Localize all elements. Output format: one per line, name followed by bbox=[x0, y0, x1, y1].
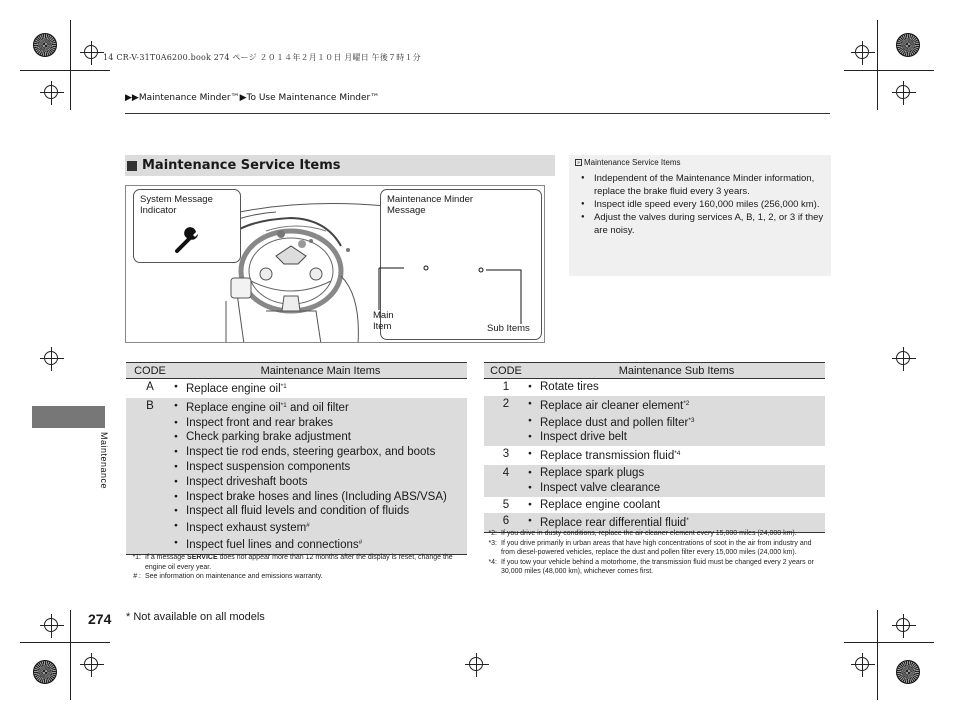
registration-target bbox=[44, 618, 58, 632]
list-item: ● Inspect fuel lines and connections# bbox=[174, 536, 467, 553]
code-cell: 5 bbox=[502, 498, 510, 511]
registration-target bbox=[44, 85, 58, 99]
item-list bbox=[528, 397, 825, 445]
list-item: ● Inspect brake hoses and lines (Including ABS/VSA) bbox=[174, 490, 467, 505]
list-item: ● Replace rear differential fluid* bbox=[528, 514, 825, 531]
sub-table-footnotes bbox=[482, 529, 827, 577]
list-item: ● Replace engine oil$^{*1}$ and oil filter bbox=[174, 399, 467, 416]
footnote: # : See information on maintenance and emissions warranty. bbox=[133, 573, 323, 580]
callout-label: Maintenance Minder Message bbox=[387, 194, 474, 216]
list-item: ● Replace spark plugs bbox=[528, 466, 825, 481]
item-list bbox=[528, 447, 825, 464]
code-cell: B bbox=[126, 398, 174, 554]
list-item: ● Replace engine oil$^{*1}$ bbox=[174, 380, 467, 397]
registration-target bbox=[896, 618, 910, 632]
note-box bbox=[569, 155, 831, 276]
table-row bbox=[126, 379, 467, 398]
items-cell bbox=[528, 465, 825, 497]
column-header: Maintenance Main Items bbox=[174, 363, 467, 379]
table-row bbox=[484, 396, 825, 446]
footnote-ref: *4 bbox=[674, 450, 681, 458]
registration-target bbox=[469, 657, 483, 671]
list-item: ● Inspect drive belt bbox=[528, 430, 825, 445]
list-item: ● Rotate tires bbox=[528, 380, 825, 395]
note-item: ● Independent of the Maintenance Minder information, replace the brake fluid every 3 years. bbox=[581, 172, 825, 198]
list-item: ● Replace transmission fluid$^{*4}$ bbox=[528, 447, 825, 464]
footnote-ref: *1 bbox=[280, 401, 287, 409]
note-item: ● Adjust the valves during services A, B, 1, 2, or 3 if they are noisy. bbox=[581, 211, 825, 237]
registration-target bbox=[896, 85, 910, 99]
footnote-ref: *1 bbox=[280, 383, 287, 390]
sub-items-label: Sub Items bbox=[487, 323, 530, 334]
items-cell bbox=[528, 446, 825, 465]
code-cell: 1 bbox=[502, 381, 510, 393]
code-cell: A bbox=[146, 381, 154, 393]
note-item: ● Inspect idle speed every 160,000 miles (256,000 km). bbox=[581, 198, 825, 211]
leader-lines bbox=[126, 186, 545, 343]
list-item: ● Inspect all fluid levels and condition of fluids bbox=[174, 504, 467, 519]
sub-items-table bbox=[484, 362, 825, 533]
table-row bbox=[484, 497, 825, 514]
registration-target bbox=[855, 45, 869, 59]
item-list bbox=[174, 380, 467, 397]
footnote-ref: *3 bbox=[688, 416, 695, 424]
display-code: A bbox=[425, 262, 431, 271]
footnote-ref: # bbox=[306, 522, 310, 530]
items-cell bbox=[528, 497, 825, 514]
main-item-label: Main Item bbox=[373, 310, 394, 332]
list-item: ● Replace dust and pollen filter$^{*3}$ bbox=[528, 414, 825, 431]
list-item: ● Check parking brake adjustment bbox=[174, 430, 467, 445]
code-cell: 6 bbox=[484, 513, 528, 532]
header-rule bbox=[125, 113, 830, 114]
display-oillife: OILLIFE bbox=[406, 279, 433, 286]
list-item: ● Inspect valve clearance bbox=[528, 481, 825, 496]
table-row bbox=[484, 379, 825, 396]
reference-icon: » bbox=[575, 159, 582, 166]
page-number: 274 bbox=[88, 611, 112, 627]
item-list bbox=[528, 498, 825, 513]
registration-rosette bbox=[33, 660, 57, 684]
column-header: CODE bbox=[484, 363, 528, 379]
section-title: Maintenance Service Items bbox=[142, 158, 341, 173]
section-heading bbox=[125, 155, 555, 176]
main-table-footnotes bbox=[126, 553, 468, 582]
item-list bbox=[528, 466, 825, 496]
registration-target bbox=[84, 45, 98, 59]
display-service: SERVICE bbox=[403, 256, 434, 263]
item-list bbox=[174, 399, 467, 553]
items-cell bbox=[174, 398, 467, 554]
table-row bbox=[484, 465, 825, 497]
note-list bbox=[575, 172, 825, 237]
list-item: ● Replace engine coolant bbox=[528, 498, 825, 513]
list-item: ● Inspect front and rear brakes bbox=[174, 416, 467, 431]
footnote-ref: # bbox=[358, 538, 363, 546]
code-cell: 3 bbox=[502, 448, 510, 461]
list-item: ● Inspect tie rod ends, steering gearbox, and boots bbox=[174, 445, 467, 460]
chapter-tab-label: Maintenance bbox=[99, 432, 109, 490]
display-unit: % bbox=[490, 294, 497, 301]
display-number: 2345 bbox=[437, 258, 475, 274]
registration-target bbox=[84, 657, 98, 671]
code-cell: 2 bbox=[484, 396, 528, 446]
display-percent: 5 bbox=[480, 286, 489, 302]
registration-target bbox=[896, 351, 910, 365]
list-item: ● Replace air cleaner element$^{*2}$ bbox=[528, 397, 825, 414]
items-cell bbox=[528, 396, 825, 446]
breadcrumb[interactable]: ▶▶Maintenance Minder™▶To Use Maintenance Minder™ bbox=[125, 93, 380, 103]
footnote-ref: * bbox=[686, 517, 689, 525]
list-item: ● Inspect driveshaft boots bbox=[174, 475, 467, 490]
list-item: ● Inspect exhaust system# bbox=[174, 519, 467, 536]
callout-label: System Message Indicator bbox=[140, 194, 213, 216]
registration-rosette bbox=[896, 33, 920, 57]
table-row bbox=[484, 446, 825, 465]
dashboard-illustration bbox=[125, 185, 545, 343]
registration-target bbox=[855, 657, 869, 671]
registration-rosette bbox=[33, 33, 57, 57]
registration-target bbox=[44, 351, 58, 365]
list-item: ● Inspect suspension components bbox=[174, 460, 467, 475]
column-header: CODE bbox=[126, 363, 174, 379]
section-square-icon bbox=[127, 161, 137, 171]
items-cell bbox=[528, 379, 825, 396]
code-cell: 4 bbox=[484, 465, 528, 497]
column-header: Maintenance Sub Items bbox=[528, 363, 825, 379]
table-row bbox=[126, 398, 467, 554]
registration-rosette bbox=[896, 660, 920, 684]
footnote-ref: *2 bbox=[683, 399, 690, 407]
chapter-tab[interactable] bbox=[32, 406, 105, 428]
footnote: *2: If you drive in dusty conditions, replace the air cleaner element every 15,000 miles (24,000 km). bbox=[488, 530, 797, 537]
main-items-table bbox=[126, 362, 467, 555]
items-cell bbox=[174, 379, 467, 398]
item-list bbox=[528, 380, 825, 395]
note-title-text: Maintenance Service Items bbox=[584, 158, 681, 167]
page-footnote: * Not available on all models bbox=[126, 611, 265, 623]
footnote: *3: If you drive primarily in urban areas that have high concentrations of soot in the air from industry and from diesel-powered vehicles, replace the dust and pollen filter every 15,000 miles (24,000 km). bbox=[488, 539, 812, 556]
file-header: 14 CR-V-31T0A6200.book 274 ページ ２０１４年２月１０日 月曜日 午後７時１分 bbox=[103, 53, 421, 62]
footnote: *1: If a message SERVICE does not appear more than 12 months after the display is reset, change the engine oil every year. bbox=[132, 554, 453, 571]
footnote: *4: If you tow your vehicle behind a motorhome, the transmission fluid must be changed every 2 years or 30,000 miles (48,000 km), whichever comes first. bbox=[488, 558, 814, 575]
note-title bbox=[575, 158, 825, 167]
